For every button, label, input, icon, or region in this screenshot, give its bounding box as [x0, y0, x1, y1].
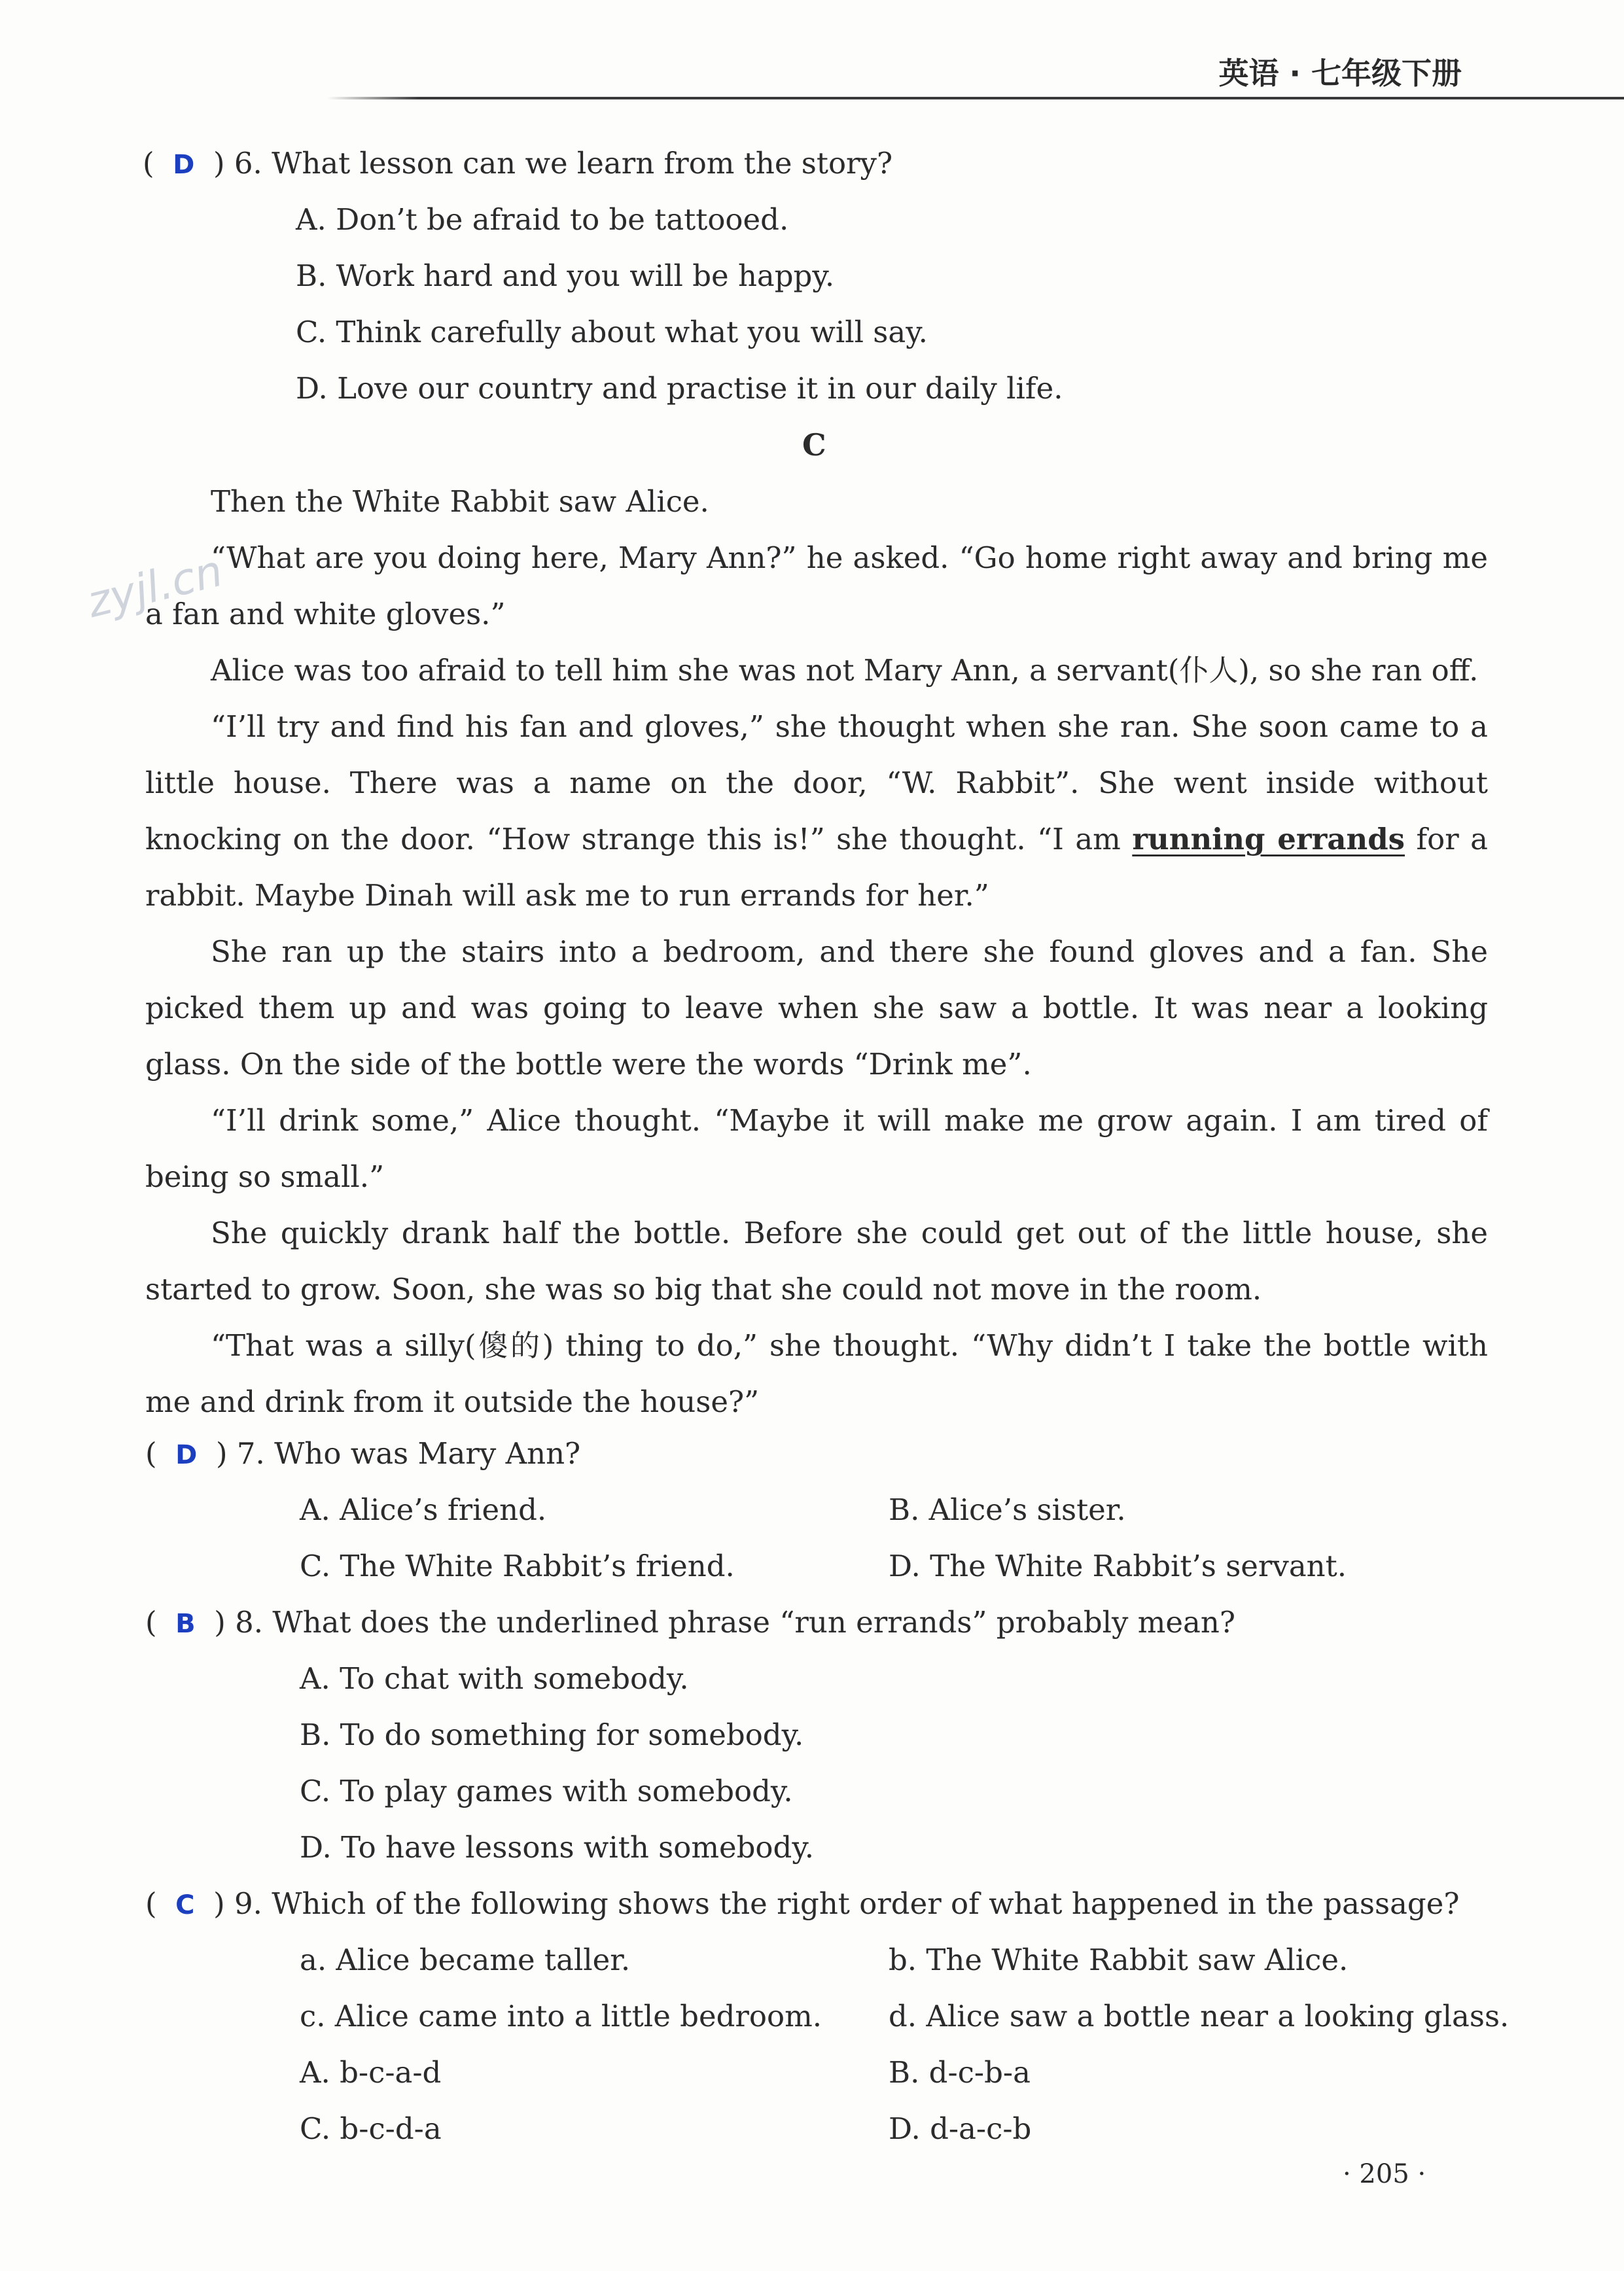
answer-9: C [175, 1890, 195, 1920]
answer-7: D [175, 1440, 198, 1470]
q9-event-d: d. Alice saw a bottle near a looking glass. [889, 1999, 1509, 2033]
passage-paragraph: She ran up the stairs into a bedroom, and there she found gloves and a fan. She picked them up and was going to leave when she saw a bottle. It was near a looking glass. On the side of the bottle were the words “Drink me”. [145, 934, 1488, 1082]
answer-bracket-close: ) [197, 1436, 237, 1471]
passage [145, 474, 1488, 1430]
answer-bracket-open: ( [145, 1436, 176, 1471]
q7-option-a: A. Alice’s friend. [300, 1492, 547, 1527]
q9-event-b: b. The White Rabbit saw Alice. [889, 1943, 1349, 1977]
answer-bracket-close: ) [194, 146, 234, 181]
header-title: 英语 · 七年级下册 [1218, 56, 1462, 91]
q8-option-a: A. To chat with somebody. [300, 1661, 689, 1696]
q9-option-d: D. d-a-c-b [889, 2111, 1032, 2146]
passage-paragraph: Alice was too afraid to tell him she was not Mary Ann, a servant(仆人), so she ran off. [211, 653, 1479, 688]
passage-paragraph: She quickly drank half the bottle. Before she could get out of the little house, she started to grow. Soon, she was so big that she could not move in the room. [145, 1216, 1488, 1307]
answer-bracket-open: ( [145, 1605, 176, 1640]
watermark: zyjl.cn [82, 545, 228, 628]
question-7 [145, 1434, 580, 1475]
q9-option-a: A. b-c-a-d [300, 2055, 442, 2090]
passage-text: “I’ll try and find his fan and gloves,” she thought when she ran. She soon came to a little house. There was a name on the door, “W. Rabbit”. She went inside without knocking on the door. “How strange this is!” she thought. “I am [145, 709, 1488, 856]
passage-paragraph: Then the White Rabbit saw Alice. [211, 484, 709, 519]
q6-option-a: A. Don’t be afraid to be tattooed. [296, 202, 789, 237]
underlined-phrase: running errands [1132, 822, 1405, 856]
q9-option-c: C. b-c-d-a [300, 2111, 442, 2146]
passage-paragraph [145, 699, 1488, 924]
q9-event-c: c. Alice came into a little bedroom. [300, 1999, 822, 2033]
q8-option-c: C. To play games with somebody. [300, 1774, 793, 1808]
answer-bracket-close: ) [194, 1886, 234, 1921]
question-7-stem: 7. Who was Mary Ann? [236, 1436, 581, 1471]
question-9 [145, 1884, 1460, 1925]
answer-6: D [173, 150, 195, 180]
answer-bracket-close: ) [195, 1605, 236, 1640]
q6-option-b: B. Work hard and you will be happy. [296, 258, 835, 293]
passage-text: for a rabbit. Maybe Dinah will ask me to run errands for her.” [145, 822, 1488, 913]
question-6-stem: 6. What lesson can we learn from the story? [234, 146, 893, 181]
q7-option-c: C. The White Rabbit’s friend. [300, 1549, 735, 1583]
q7-option-b: B. Alice’s sister. [889, 1492, 1126, 1527]
q9-event-a: a. Alice became taller. [300, 1943, 631, 1977]
answer-8: B [175, 1609, 196, 1639]
q6-option-d: D. Love our country and practise it in our daily life. [296, 371, 1063, 406]
q6-option-c: C. Think carefully about what you will say. [296, 315, 928, 349]
question-6 [143, 144, 892, 185]
answer-bracket-open: ( [143, 146, 173, 181]
q8-option-b: B. To do something for somebody. [300, 1717, 804, 1752]
page-number: · 205 · [1343, 2159, 1426, 2189]
section-heading: C [802, 427, 826, 463]
q8-option-d: D. To have lessons with somebody. [300, 1830, 815, 1865]
question-9-stem: 9. Which of the following shows the right order of what happened in the passage? [234, 1886, 1460, 1921]
answer-bracket-open: ( [145, 1886, 176, 1921]
question-8-stem: 8. What does the underlined phrase “run errands” probably mean? [235, 1605, 1235, 1640]
header-rule-fade [327, 97, 419, 99]
q9-option-b: B. d-c-b-a [889, 2055, 1031, 2090]
question-8 [145, 1603, 1235, 1644]
header-rule [419, 97, 1624, 99]
q7-option-d: D. The White Rabbit’s servant. [889, 1549, 1347, 1583]
passage-paragraph: “I’ll drink some,” Alice thought. “Maybe it will make me grow again. I am tired of being so small.” [145, 1103, 1488, 1194]
passage-paragraph: “What are you doing here, Mary Ann?” he asked. “Go home right away and bring me a fan and white gloves.” [145, 540, 1488, 631]
passage-paragraph: “That was a silly(傻的) thing to do,” she thought. “Why didn’t I take the bottle with me and drink from it outside the house?” [145, 1328, 1488, 1419]
